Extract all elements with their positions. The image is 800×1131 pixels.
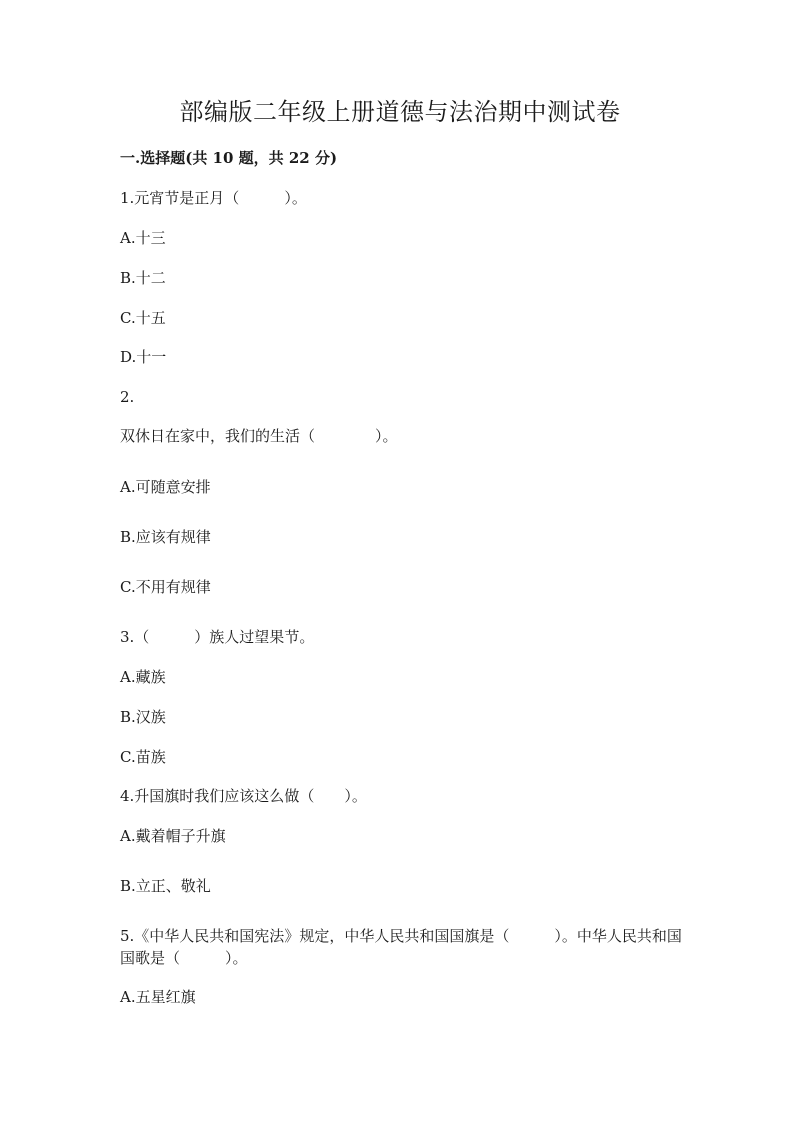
question-1-stem: 1.元宵节是正月（ ）。: [120, 189, 307, 207]
question-5-stem: 5.《中华人民共和国宪法》规定，中华人民共和国国旗是（ ）。中华人民共和国国歌是（ ）。: [120, 927, 682, 967]
question-2-option-a: A.可随意安排: [120, 478, 211, 496]
question-4-option-b: B.立正、敬礼: [120, 877, 211, 895]
question-2-number: 2.: [120, 388, 135, 406]
question-4-option-a: A.戴着帽子升旗: [120, 827, 226, 845]
question-2-stem: 双休日在家中，我们的生活（ ）。: [120, 427, 398, 445]
question-4-stem: 4.升国旗时我们应该这么做（ ）。: [120, 787, 367, 805]
exam-title: 部编版二年级上册道德与法治期中测试卷: [179, 98, 621, 126]
question-1-option-a: A.十三: [120, 229, 166, 247]
section-heading: 一.选择题(共 10 题，共 22 分): [120, 149, 338, 167]
question-1-option-b: B.十二: [120, 269, 166, 287]
question-3-option-c: C.苗族: [120, 748, 166, 766]
question-2-option-c: C.不用有规律: [120, 578, 211, 596]
question-1-option-d: D.十一: [120, 348, 167, 366]
question-5-option-a: A.五星红旗: [120, 988, 196, 1006]
question-3-option-b: B.汉族: [120, 708, 166, 726]
question-1-option-c: C.十五: [120, 309, 166, 327]
question-3-stem: 3.（ ）族人过望果节。: [120, 628, 315, 646]
question-2-option-b: B.应该有规律: [120, 528, 211, 546]
question-3-option-a: A.藏族: [120, 668, 166, 686]
